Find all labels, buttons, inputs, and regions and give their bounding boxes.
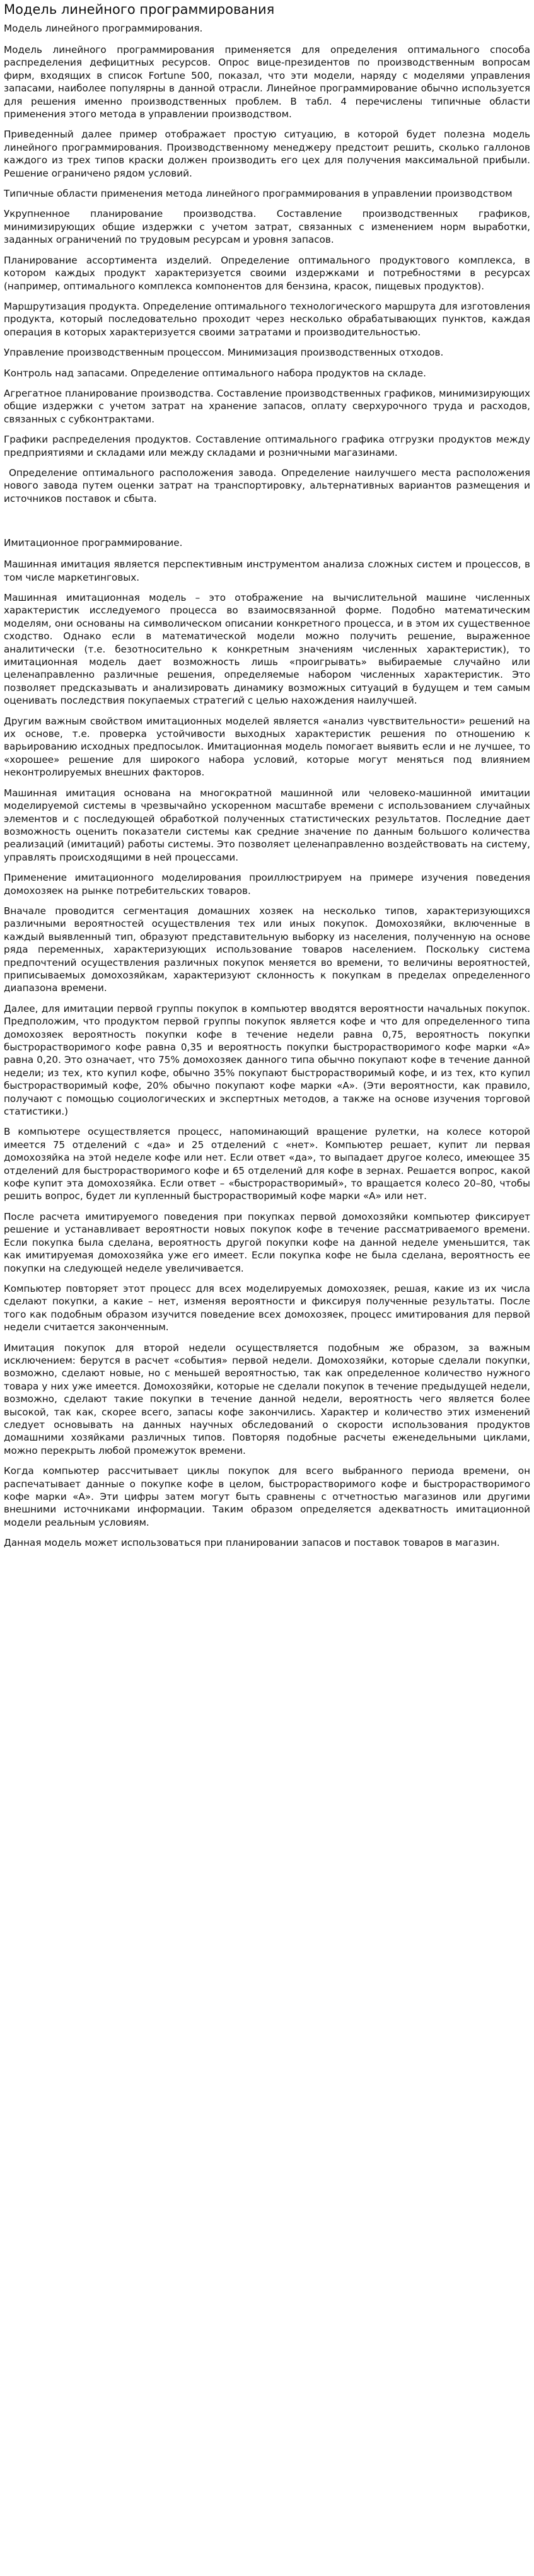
paragraph: После расчета имитируемого поведения при покупках первой домохозяйки компьютер фиксирует решение и устанавливает вероятности новых покупок кофе в течение рассматриваемого времени. Если покупка была сделана, вероятность другой покупки кофе на данной неделе уменьшится, так как имитируемая домохозяйка уже его имеет. Если покупка кофе не была сделана, вероятность ее покупки на следующей неделе увеличивается. (4, 1210, 533, 1274)
document-subtitle: Модель линейного программирования. (4, 23, 203, 34)
paragraph: Модель линейного программирования применяется для определения оптимального способа распределения дефицитных ресурсов. Опрос вице-президентов по производственным вопросам фирм, входящих в список Fortune 500, показал, что эти модели, наряду с моделями управления запасами, наиболее популярны в данной отрасли. Линейное программирование обычно используется для решения именно производственных проблем. В табл. 4 перечислены типичные области применения этого метода в управлении производством. (4, 44, 533, 120)
paragraph: Определение оптимального расположения завода. Определение наилучшего места расположения нового завода путем оценки затрат на транспортировку, альтернативных вариантов размещения и источников поставок и сбыта. (4, 467, 533, 504)
page-title: Модель линейного программирования (4, 2, 275, 17)
paragraph: Применение имитационного моделирования проиллюстрируем на примере изучения поведения домохозяек на рынке потребительских товаров. (4, 872, 533, 896)
section-spacer (4, 513, 530, 537)
paragraph: Данная модель может использоваться при планировании запасов и поставок товаров в магазин. (4, 1537, 500, 1549)
paragraph: Агрегатное планирование производства. Составление производственных графиков, минимизирующих общие издержки с учетом затрат на хранение запасов, оплату сверхурочного труда и расходов, связанных с субконтрактами. (4, 387, 533, 425)
paragraph: Контроль над запасами. Определение оптимального набора продуктов на складе. (4, 367, 426, 379)
paragraph: Типичные области применения метода линейного программирования в управлении производством (4, 188, 513, 200)
paragraph: Графики распределения продуктов. Составление оптимального графика отгрузки продуктов между предприятиями и складами или между складами и розничными магазинами. (4, 434, 533, 458)
paragraph: Вначале проводится сегментация домашних хозяек на несколько типов, характеризующихся различными вероятностей осуществления тех или иных покупок. Домохозяйки, включенные в каждый выявленный тип, образуют представительную выборку из населения, полученную на основе ряда переменных, характеризующих использование товаров населением. Поскольку система предпочтений осуществления различных покупок меняется во времени, то величины вероятностей, приписываемых домохозяйкам, характеризуют склонность к покупкам в пределах определенного диапазона времени. (4, 905, 533, 994)
paragraph: Компьютер повторяет этот процесс для всех моделируемых домохозяек, решая, какие из их числа сделают покупки, а какие – нет, изменяя вероятности и фиксируя полученные результаты. После того как подобным образом изучится поведение всех домохозяек, процесс имитирования для первой недели считается законченным. (4, 1282, 533, 1333)
paragraph: Приведенный далее пример отображает простую ситуацию, в которой будет полезна модель линейного программирования. Производственному менеджеру предстоит решить, сколько галлонов каждого из трех типов краски должен производить его цех для получения максимальной прибыли. Решение ограничено рядом условий. (4, 129, 533, 179)
document-page (0, 1, 534, 1550)
paragraph: Машинная имитация является перспективным инструментом анализа сложных систем и процессов, в том числе маркетинговых. (4, 559, 533, 583)
paragraph: Маршрутизация продукта. Определение оптимального технологического маршрута для изготовления продукта, который последовательно проходит через несколько обрабатывающих пунктов, каждая операция в которых характеризуется своими затратами и производительностью. (4, 300, 533, 338)
paragraph: Машинная имитация основана на многократной машинной или человеко-машинной имитации моделируемой системы в чрезвычайно ускоренном масштабе времени с использованием случайных элементов и с последующей обработкой полученных статистических результатов. Последние дает возможность оценить показатели системы как средние значение по данным большого количества реализаций (имитаций) работы системы. Это позволяет целенаправленно воздействовать на систему, управлять происходящими в ней процессами. (4, 787, 533, 863)
section-simulation (4, 537, 533, 1549)
paragraph: Укрупненное планирование производства. Составление производственных графиков, минимизирующих общие издержки с учетом затрат, связанных с изменением норм выработки, заданных ограничений по трудовым ресурсам и уровня запасов. (4, 208, 533, 246)
section-heading: Имитационное программирование. (4, 537, 183, 549)
paragraph: Когда компьютер рассчитывает циклы покупок для всего выбранного периода времени, он распечатывает данные о покупке кофе в целом, быстрорастворимого кофе и быстрорастворимого кофе марки «А». Эти цифры затем могут быть сравнены с отчетностью магазинов или другими внешними источниками информации. Таким образом определяется адекватность имитационной модели реальным условиям. (4, 1465, 533, 1528)
section-linear-programming (4, 44, 533, 505)
paragraph: Планирование ассортимента изделий. Определение оптимального продуктового комплекса, в котором каждых продукт характеризуется своими издержками и потребностями в ресурсах (например, оптимального комплекса компонентов для бензина, красок, пищевых продуктов). (4, 254, 533, 292)
paragraph: Управление производственным процессом. Минимизация производственных отходов. (4, 347, 444, 359)
paragraph: В компьютере осуществляется процесс, напоминающий вращение рулетки, на колесе которой имеется 75 отделений с «да» и 25 отделений с «нет». Компьютер решает, купит ли первая домохозяйка на этой неделе кофе или нет. Если ответ «да», то выпадает другое колесо, имеющее 35 отделений для быстрорастворимого кофе и 65 отделений для кофе в зернах. Решается вопрос, какой кофе купит эта домохозяйка. Если ответ – «быстрорастворимый», то вращается колесо 20–80, чтобы решить вопрос, будет ли купленный быстрорастворимый кофе марки «А» или нет. (4, 1126, 533, 1202)
paragraph: Другим важным свойством имитационных моделей является «анализ чувствительности» решений на их основе, т.е. проверка устойчивости выходных характеристик решения по отношению к варьированию исходных предпосылок. Имитационная модель помогает выявить если и не лучшее, то «хорошее» решение для широкого набора условий, которые могут меняться под влиянием неконтролируемых внешних факторов. (4, 715, 533, 779)
paragraph: Машинная имитационная модель – это отображение на вычислительной машине численных характеристик исследуемого процесса во взаимосвязанной форме. Подобно математическим моделям, они основаны на символическом описании конкретного процесса, и в этом их существенное сходство. Однако если в математической модели можно получить решение, выраженное аналитически (т.е. безотносительно к конкретным значениям численных характеристик), то имитационная модель дает возможность лишь «проигрывать» выбираемые случайно или целенаправленно различные решения, определяемые набором численных характеристик. Это позволяет предсказывать и анализировать динамику возможных ситуаций в будущем и тем самым оценивать последствия покупаемых стратегий с целью нахождения наилучшей. (4, 592, 533, 707)
paragraph: Имитация покупок для второй недели осуществляется подобным же образом, за важным исключением: берутся в расчет «события» первой недели. Домохозяйки, которые сделали покупки, возможно, сделают новые, но с меньшей вероятностью, так как определенное количество нужного товара у них уже имеется. Домохозяйки, которые не сделали покупок в течение предыдущей недели, возможно, сделают такие покупки в течение данной недели, вероятность чего является более высокой, так как, скорее всего, запасы кофе закончились. Характер и количество этих изменений следует основывать на данных научных обследований о скорости использования продуктов домашними хозяйками различных типов. Повторяя подобные расчеты еженедельными циклами, можно перекрыть любой промежуток времени. (4, 1342, 533, 1456)
paragraph: Далее, для имитации первой группы покупок в компьютер вводятся вероятности начальных покупок. Предположим, что продуктом первой группы покупок является кофе и что для определенного типа домохозяек вероятность покупки кофе в течение недели равна 0,75, вероятность покупки быстрорастворимого кофе равна 0,35 и вероятность покупки быстрорастворимого кофе марки «А» равна 0,20. Это означает, что 75% домохозяек данного типа обычно покупают кофе в течение данной недели; из тех, кто купил кофе, обычно 35% покупают быстрорастворимый кофе, и из тех, кто купил быстрорастворимый кофе, 20% обычно покупают кофе марки «А». (Эти вероятности, как правило, получают с помощью социологических и экспертных методов, а также на основе изучения торговой статистики.) (4, 1002, 533, 1118)
